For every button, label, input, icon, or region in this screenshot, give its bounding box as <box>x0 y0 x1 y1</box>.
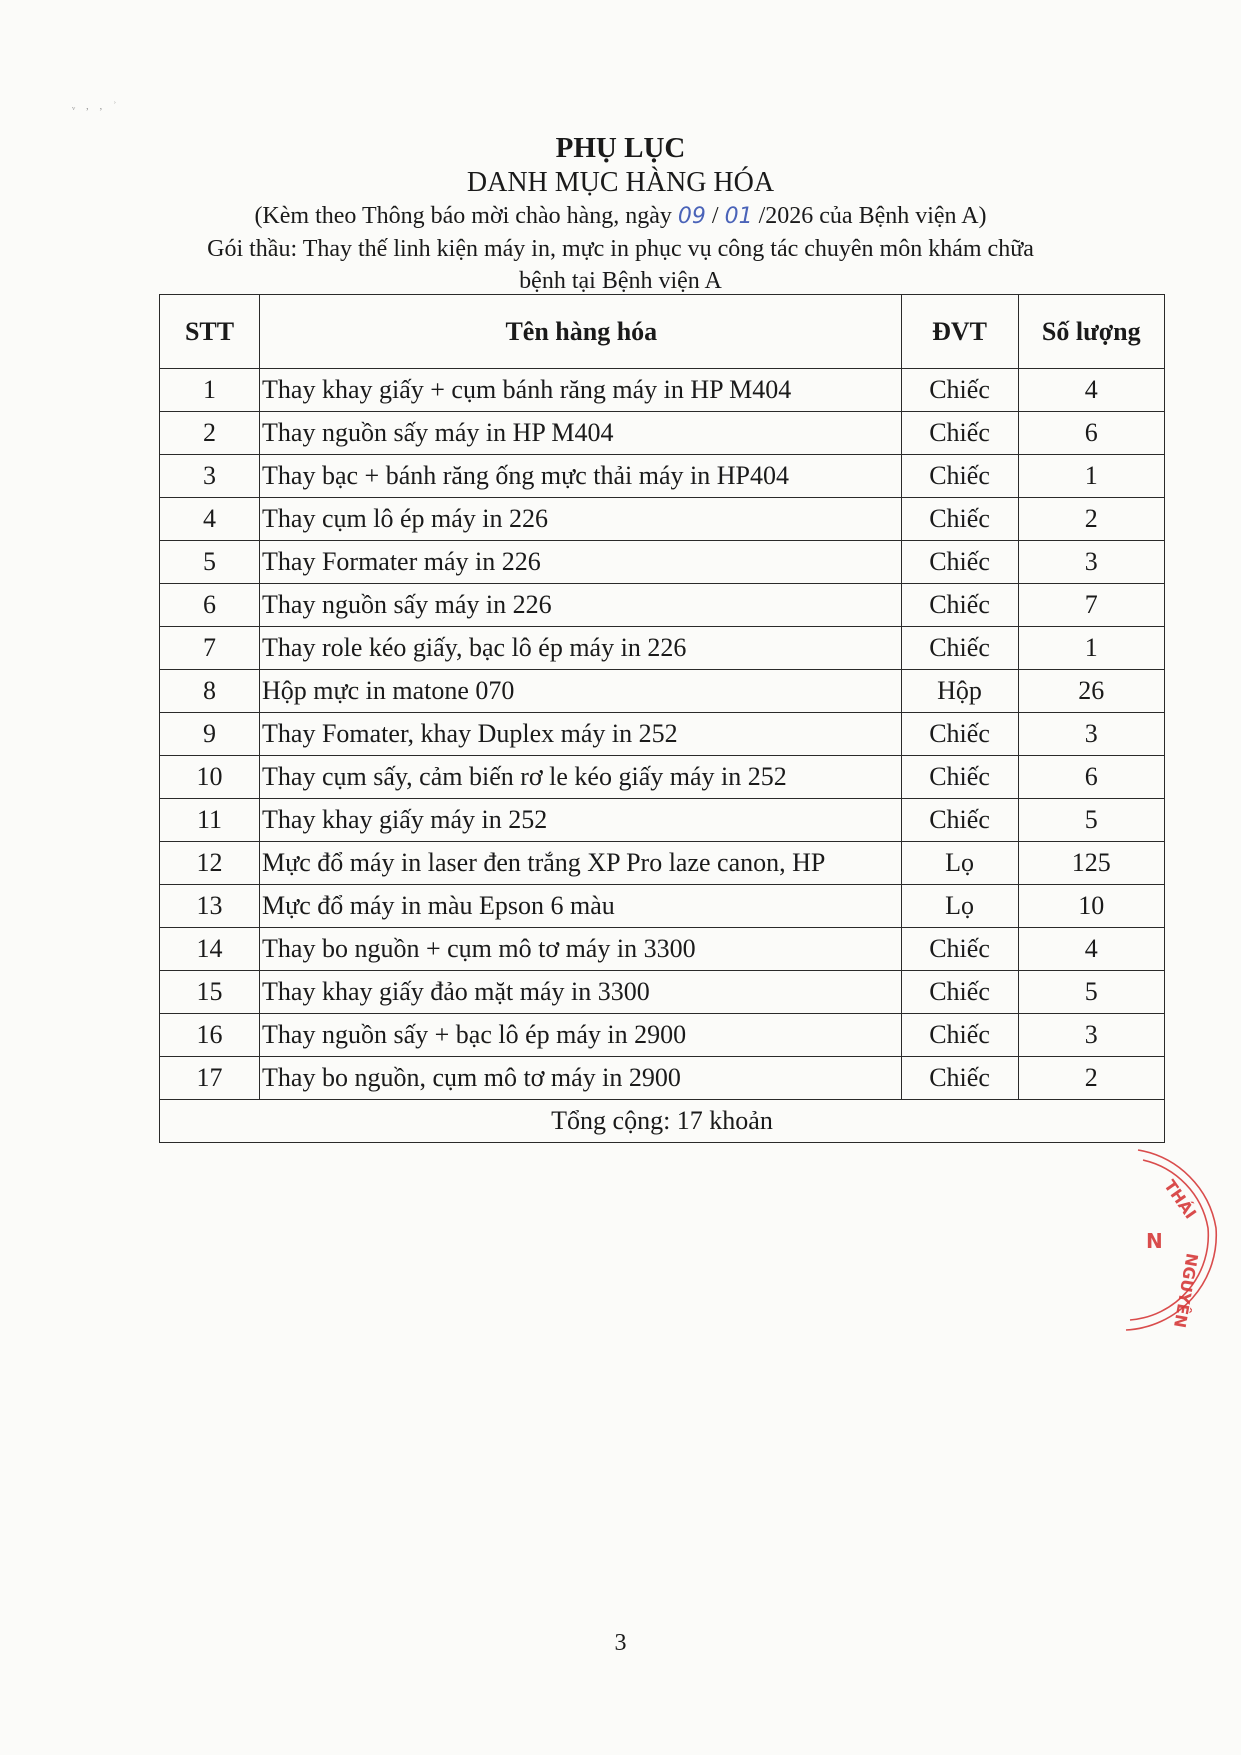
cell-quantity: 125 <box>1018 842 1164 885</box>
cell-name: Thay nguồn sấy máy in HP M404 <box>260 412 902 455</box>
cell-quantity: 6 <box>1018 412 1164 455</box>
table-total-row <box>160 1100 1165 1143</box>
cell-name: Thay khay giấy đảo mặt máy in 3300 <box>260 971 902 1014</box>
cell-quantity: 5 <box>1018 799 1164 842</box>
table-row <box>160 1014 1165 1057</box>
cell-name: Thay nguồn sấy + bạc lô ép máy in 2900 <box>260 1014 902 1057</box>
page-subtitle: DANH MỤC HÀNG HÓA <box>466 167 775 198</box>
cell-unit: Chiếc <box>901 971 1018 1014</box>
cell-quantity: 3 <box>1018 541 1164 584</box>
cell-quantity: 7 <box>1018 584 1164 627</box>
cell-quantity: 3 <box>1018 713 1164 756</box>
column-header-quantity: Số lượng <box>1018 295 1164 369</box>
cell-stt: 15 <box>160 971 260 1014</box>
handwritten-day: 09 <box>677 204 706 229</box>
cell-name: Thay role kéo giấy, bạc lô ép máy in 226 <box>260 627 902 670</box>
cell-quantity: 2 <box>1018 1057 1164 1100</box>
cell-name: Thay cụm sấy, cảm biến rơ le kéo giấy máy in 252 <box>260 756 902 799</box>
stamp-outer-ring <box>1126 1150 1216 1330</box>
table-header-row <box>160 295 1165 369</box>
document-header <box>0 130 1241 297</box>
table-row <box>160 627 1165 670</box>
cell-name: Thay bo nguồn + cụm mô tơ máy in 3300 <box>260 928 902 971</box>
cell-unit: Chiếc <box>901 498 1018 541</box>
cell-stt: 1 <box>160 369 260 412</box>
table-row <box>160 713 1165 756</box>
table-row <box>160 455 1165 498</box>
cell-quantity: 4 <box>1018 928 1164 971</box>
cell-quantity: 6 <box>1018 756 1164 799</box>
stamp-text-thai: THÁI <box>1160 1176 1201 1223</box>
cell-name: Mực đổ máy in laser đen trắng XP Pro laze canon, HP <box>260 842 902 885</box>
table-row <box>160 541 1165 584</box>
cell-stt: 16 <box>160 1014 260 1057</box>
cell-name: Thay khay giấy máy in 252 <box>260 799 902 842</box>
cell-stt: 10 <box>160 756 260 799</box>
table-row <box>160 756 1165 799</box>
total-cell: Tổng cộng: 17 khoản <box>160 1100 1165 1143</box>
attachment-note-prefix: (Kèm theo Thông báo mời chào hàng, ngày <box>254 203 678 229</box>
cell-quantity: 26 <box>1018 670 1164 713</box>
goods-table <box>159 294 1165 1143</box>
table-row <box>160 584 1165 627</box>
table-body <box>160 369 1165 1100</box>
cell-quantity: 3 <box>1018 1014 1164 1057</box>
cell-unit: Chiếc <box>901 455 1018 498</box>
stamp-text-n: N <box>1146 1229 1163 1253</box>
table-row <box>160 369 1165 412</box>
cell-name: Thay nguồn sấy máy in 226 <box>260 584 902 627</box>
page-title: PHỤ LỤC <box>555 132 686 164</box>
cell-name: Thay Formater máy in 226 <box>260 541 902 584</box>
column-header-unit: ĐVT <box>901 295 1018 369</box>
date-separator: / <box>705 203 725 229</box>
table-row <box>160 971 1165 1014</box>
cell-unit: Chiếc <box>901 928 1018 971</box>
cell-name: Thay khay giấy + cụm bánh răng máy in HP M404 <box>260 369 902 412</box>
column-header-stt: STT <box>160 295 260 369</box>
cell-quantity: 1 <box>1018 455 1164 498</box>
package-description-line2: bệnh tại Bệnh viện A <box>519 268 722 294</box>
cell-stt: 5 <box>160 541 260 584</box>
cell-stt: 9 <box>160 713 260 756</box>
cell-name: Thay bạc + bánh răng ống mực thải máy in HP404 <box>260 455 902 498</box>
cell-unit: Chiếc <box>901 412 1018 455</box>
package-description-line1: Gói thầu: Thay thế linh kiện máy in, mực in phục vụ công tác chuyên môn khám chữa <box>207 236 1034 262</box>
cell-unit: Chiếc <box>901 584 1018 627</box>
cell-stt: 17 <box>160 1057 260 1100</box>
cell-unit: Chiếc <box>901 799 1018 842</box>
cell-name: Thay cụm lô ép máy in 226 <box>260 498 902 541</box>
cell-stt: 7 <box>160 627 260 670</box>
cell-unit: Chiếc <box>901 541 1018 584</box>
table-row <box>160 498 1165 541</box>
cell-unit: Hộp <box>901 670 1018 713</box>
cell-unit: Chiếc <box>901 369 1018 412</box>
cell-name: Thay bo nguồn, cụm mô tơ máy in 2900 <box>260 1057 902 1100</box>
cell-stt: 3 <box>160 455 260 498</box>
stamp-text-nguyen: NGUYÊN <box>1169 1251 1202 1330</box>
cell-unit: Chiếc <box>901 756 1018 799</box>
red-seal-stamp <box>1108 1148 1218 1333</box>
handwritten-month: 01 <box>724 204 753 229</box>
cell-quantity: 1 <box>1018 627 1164 670</box>
cell-stt: 11 <box>160 799 260 842</box>
cell-stt: 14 <box>160 928 260 971</box>
scan-artifact-marks: ᵥ , , ʾ <box>72 100 121 112</box>
cell-unit: Lọ <box>901 885 1018 928</box>
table-row <box>160 670 1165 713</box>
attachment-note-suffix: /2026 của Bệnh viện A) <box>752 203 987 229</box>
cell-stt: 6 <box>160 584 260 627</box>
page-number: 3 <box>614 1630 627 1656</box>
cell-unit: Chiếc <box>901 627 1018 670</box>
cell-unit: Chiếc <box>901 1057 1018 1100</box>
column-header-name: Tên hàng hóa <box>260 295 902 369</box>
cell-quantity: 10 <box>1018 885 1164 928</box>
cell-quantity: 4 <box>1018 369 1164 412</box>
attachment-note <box>0 200 1241 233</box>
cell-quantity: 2 <box>1018 498 1164 541</box>
cell-stt: 8 <box>160 670 260 713</box>
cell-stt: 13 <box>160 885 260 928</box>
cell-name: Thay Fomater, khay Duplex máy in 252 <box>260 713 902 756</box>
table-row <box>160 1057 1165 1100</box>
cell-stt: 2 <box>160 412 260 455</box>
cell-stt: 12 <box>160 842 260 885</box>
table-row <box>160 799 1165 842</box>
table-row <box>160 412 1165 455</box>
cell-unit: Chiếc <box>901 1014 1018 1057</box>
cell-unit: Chiếc <box>901 713 1018 756</box>
cell-name: Hộp mực in matone 070 <box>260 670 902 713</box>
cell-stt: 4 <box>160 498 260 541</box>
cell-quantity: 5 <box>1018 971 1164 1014</box>
cell-name: Mực đổ máy in màu Epson 6 màu <box>260 885 902 928</box>
table-row <box>160 842 1165 885</box>
table-row <box>160 885 1165 928</box>
table-row <box>160 928 1165 971</box>
cell-unit: Lọ <box>901 842 1018 885</box>
